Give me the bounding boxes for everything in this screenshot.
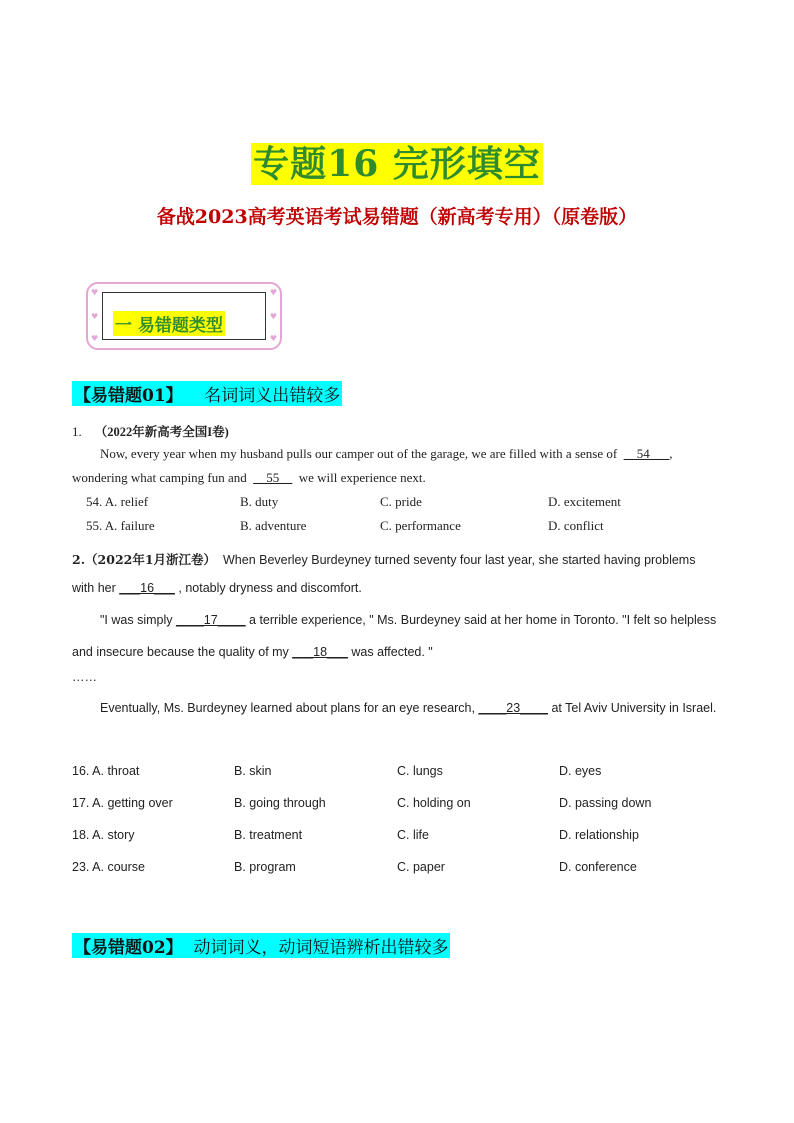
passage-text: with her [72,581,116,595]
heart-icon: ♥ [269,312,277,321]
blank-17: ____17____ [176,613,246,627]
section-frame-inner [102,292,266,340]
option-c: C. life [397,828,429,842]
option-c: C. pride [380,494,422,509]
passage-text: we will experience next. [298,470,426,485]
option-row [86,518,155,534]
option-d: D. eyes [559,764,602,778]
page-title-text: 专题16 完形填空 [253,143,541,185]
blank-18: ___18___ [292,645,348,659]
option-d: D. passing down [559,796,652,810]
passage-text: was affected. " [351,645,433,659]
category-desc: 名词词义出错较多 [204,386,341,406]
passage-line [100,701,716,715]
passage-text: , [669,446,673,461]
section-frame [86,282,282,350]
option-b: B. skin [234,764,272,778]
category-heading-01 [72,381,342,406]
passage-text: Eventually, Ms. Burdeyney learned about plans for an eye research, [100,701,475,715]
passage-line [72,645,433,659]
option-a: 17. A. getting over [72,796,173,810]
heart-icon: ♥ [91,312,99,321]
option-b: B. program [234,860,296,874]
blank-55: __55__ [253,470,293,485]
category-heading-02 [72,933,450,958]
passage-text: at Tel Aviv University in Israel. [551,701,717,715]
question-source: （2022年新高考全国I卷) [94,425,229,439]
category-label: 【易错题01】 [74,386,183,406]
passage-text: wondering what camping fun and [72,470,247,485]
option-b: B. duty [240,494,279,509]
category-desc: 动词词义，动词短语辨析出错较多 [193,938,449,958]
blank-23: ____23____ [478,701,548,715]
option-d: D. relationship [559,828,639,842]
option-a: 18. A. story [72,828,135,842]
category-label: 【易错题02】 [74,938,183,958]
heart-icon: ♥ [269,334,277,343]
passage-text: , notably dryness and discomfort. [178,581,362,595]
blank-16: ___16___ [119,581,175,595]
passage-line [72,581,362,595]
option-c: C. performance [380,518,461,533]
heart-icon: ♥ [269,288,277,297]
page-title [0,136,794,187]
option-b: B. adventure [240,518,307,533]
passage-line [72,470,426,486]
option-d: D. excitement [548,494,621,509]
question-source: 2.（2022年1月浙江卷） [72,552,217,567]
passage-line [100,446,672,462]
option-d: D. conflict [548,518,604,533]
option-c: C. lungs [397,764,443,778]
option-b: B. treatment [234,828,303,842]
question-1-header [72,422,229,440]
option-a: 55. A. failure [86,518,155,533]
question-2-header [72,550,695,568]
option-row [86,494,148,510]
option-a: 54. A. relief [86,494,149,509]
page-subtitle: 备战2023高考英语考试易错题（新高考专用）（原卷版） [156,206,638,228]
question-number: 1. [72,424,82,439]
heart-icon: ♥ [91,288,99,297]
section-label: 一 易错题类型 [113,311,225,336]
option-b: B. going through [234,796,326,810]
passage-text: Now, every year when my husband pulls our camper out of the garage, we are filled with a sense of [100,446,618,461]
passage-text: When Beverley Burdeyney turned seventy four last year, she started having problems [223,553,696,567]
heart-icon: ♥ [91,334,99,343]
passage-text: and insecure because the quality of my [72,645,289,659]
option-d: D. conference [559,860,637,874]
ellipsis: …… [72,670,97,684]
passage-text: a terrible experience, " Ms. Burdeyney said at her home in Toronto. "I felt so helpless [249,613,717,627]
option-a: 23. A. course [72,860,145,874]
passage-line [100,613,716,627]
blank-54: __54___ [623,446,670,461]
option-c: C. paper [397,860,445,874]
passage-text: "I was simply [100,613,173,627]
option-a: 16. A. throat [72,764,140,778]
option-c: C. holding on [397,796,471,810]
